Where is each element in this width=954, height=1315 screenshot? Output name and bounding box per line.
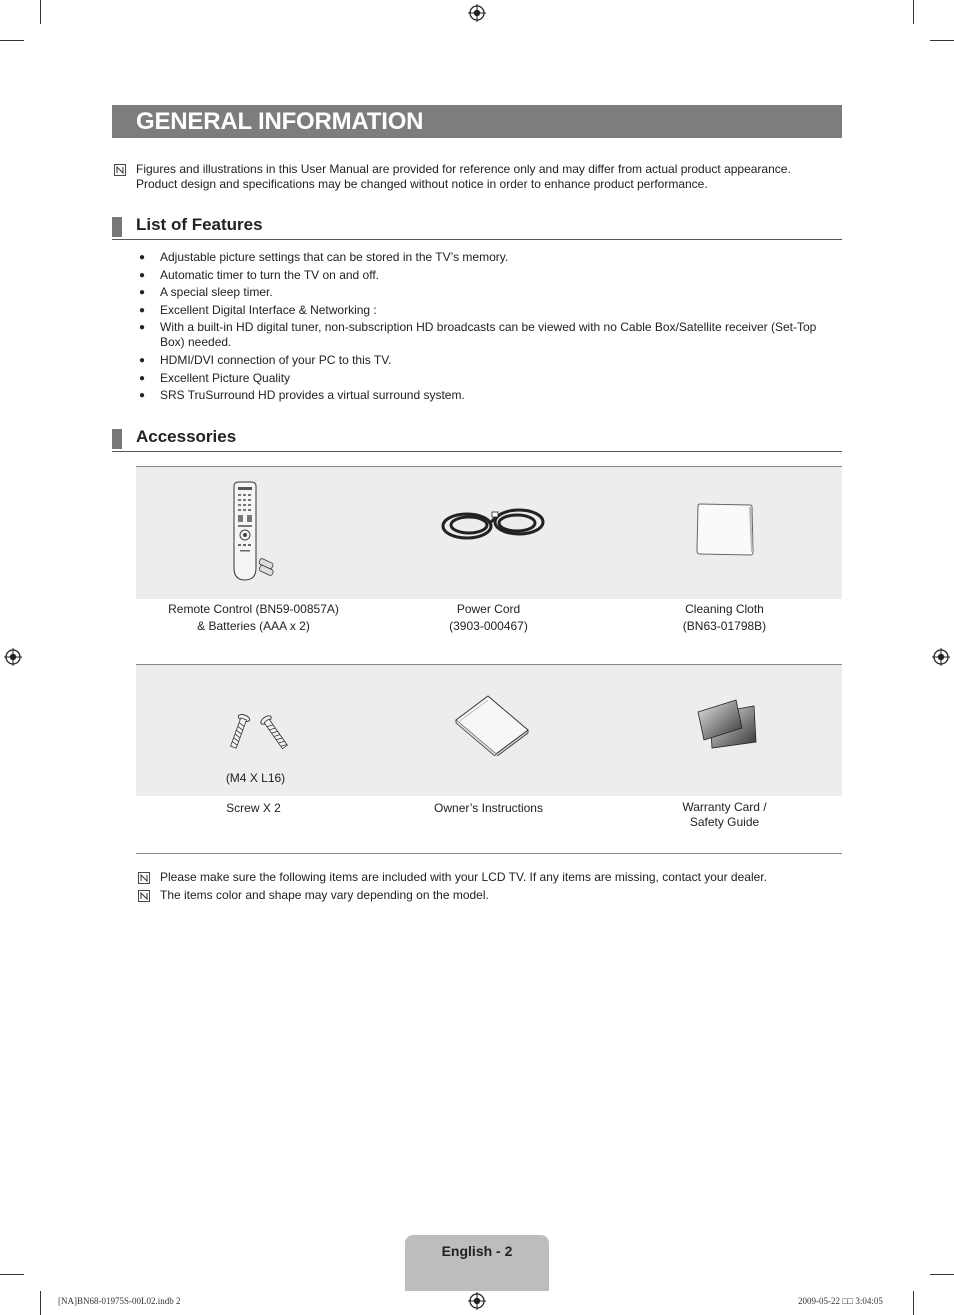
bullet-icon: ● <box>139 252 146 263</box>
cleaning-cloth-caption: Cleaning Cloth (BN63-01798B) <box>682 602 767 633</box>
crop-mark <box>913 1291 914 1315</box>
remote-caption: Remote Control (BN59-00857A) & Batteries (AAA x 2) <box>168 602 339 633</box>
section-marker <box>112 429 122 449</box>
table-bottom-rule <box>136 853 842 854</box>
note-icon <box>114 164 126 176</box>
remote-control-icon <box>228 480 288 584</box>
crop-mark <box>930 40 954 41</box>
page-number: English - 2 <box>441 1243 513 1259</box>
screw-spec: (M4 X L16) <box>225 771 286 785</box>
screw-caption: Screw X 2 <box>226 801 281 815</box>
registration-mark-icon <box>468 1292 486 1310</box>
list-item: ● Excellent Picture Quality <box>139 370 291 385</box>
accessories-section-header <box>112 425 842 452</box>
crop-mark <box>913 0 914 24</box>
power-cord-caption: Power Cord (3903-000467) <box>449 602 528 633</box>
file-slug: [NA]BN68-01975S-00L02.indb 2 <box>58 1296 181 1306</box>
list-item: ● A special sleep timer. <box>139 285 273 300</box>
bottom-note: Please make sure the following items are included with your LCD TV. If any items are missing, contact your dealer. <box>160 870 767 884</box>
bullet-icon: ● <box>139 287 146 299</box>
screw-image <box>226 714 292 758</box>
cleaning-cloth-image <box>695 502 755 558</box>
accessories-heading: Accessories <box>136 427 237 446</box>
bullet-icon: ● <box>139 372 146 384</box>
registration-mark-icon <box>4 648 22 666</box>
accessories-row <box>136 466 842 664</box>
list-item: ● With a built-in HD digital tuner, non-subscription HD broadcasts can be viewed with no Cable Box/Satellite receiver (Set-Top Box) needed. <box>139 320 817 350</box>
section-marker <box>112 217 122 237</box>
cleaning-cloth-icon <box>695 502 755 558</box>
manual-image <box>454 694 530 756</box>
features-list <box>137 250 842 406</box>
intro-note-line: Product design and specifications may be changed without notice in order to enhance product performance. <box>136 177 708 191</box>
crop-mark <box>0 1274 24 1275</box>
registration-mark-icon <box>468 4 486 22</box>
crop-mark <box>930 1274 954 1275</box>
features-heading: List of Features <box>136 215 263 234</box>
bullet-icon: ● <box>139 304 146 316</box>
date-slug: 2009-05-22 □□ 3:04:05 <box>798 1296 883 1306</box>
note-icon <box>138 872 150 884</box>
page-number-tab <box>405 1235 549 1291</box>
list-item: ● Excellent Digital Interface & Networking : <box>139 302 377 317</box>
screw-icon <box>226 714 292 758</box>
crop-mark <box>40 1291 41 1315</box>
features-section-header <box>112 213 842 240</box>
crop-mark <box>0 40 24 41</box>
bottom-note: The items color and shape may vary depending on the model. <box>160 888 489 902</box>
accessories-row <box>136 664 842 853</box>
manual-icon <box>454 694 530 756</box>
warranty-card-image <box>696 698 758 750</box>
page-title: GENERAL INFORMATION <box>136 108 424 135</box>
warranty-card-icon <box>696 698 758 750</box>
manual-caption: Owner’s Instructions <box>434 801 543 815</box>
page-title-bar <box>112 105 842 138</box>
bullet-icon: ● <box>139 354 146 366</box>
remote-control-image <box>228 480 288 584</box>
intro-note-line: Figures and illustrations in this User Manual are provided for reference only and may differ from actual product appearance. <box>136 162 791 176</box>
list-item: ● Adjustable picture settings that can be stored in the TV’s memory. <box>139 250 509 264</box>
list-item: ● SRS TruSurround HD provides a virtual surround system. <box>139 388 465 403</box>
power-cord-image <box>439 502 549 546</box>
bullet-icon: ● <box>139 269 146 281</box>
list-item: ● HDMI/DVI connection of your PC to this TV. <box>139 352 392 367</box>
registration-mark-icon <box>932 648 950 666</box>
warranty-caption: Warranty Card / Safety Guide <box>682 800 767 829</box>
list-item: ● Automatic timer to turn the TV on and off. <box>139 267 380 282</box>
crop-mark <box>40 0 41 24</box>
power-cord-icon <box>439 502 549 546</box>
note-icon <box>138 890 150 902</box>
bullet-icon: ● <box>139 390 146 402</box>
bullet-icon: ● <box>139 322 146 334</box>
